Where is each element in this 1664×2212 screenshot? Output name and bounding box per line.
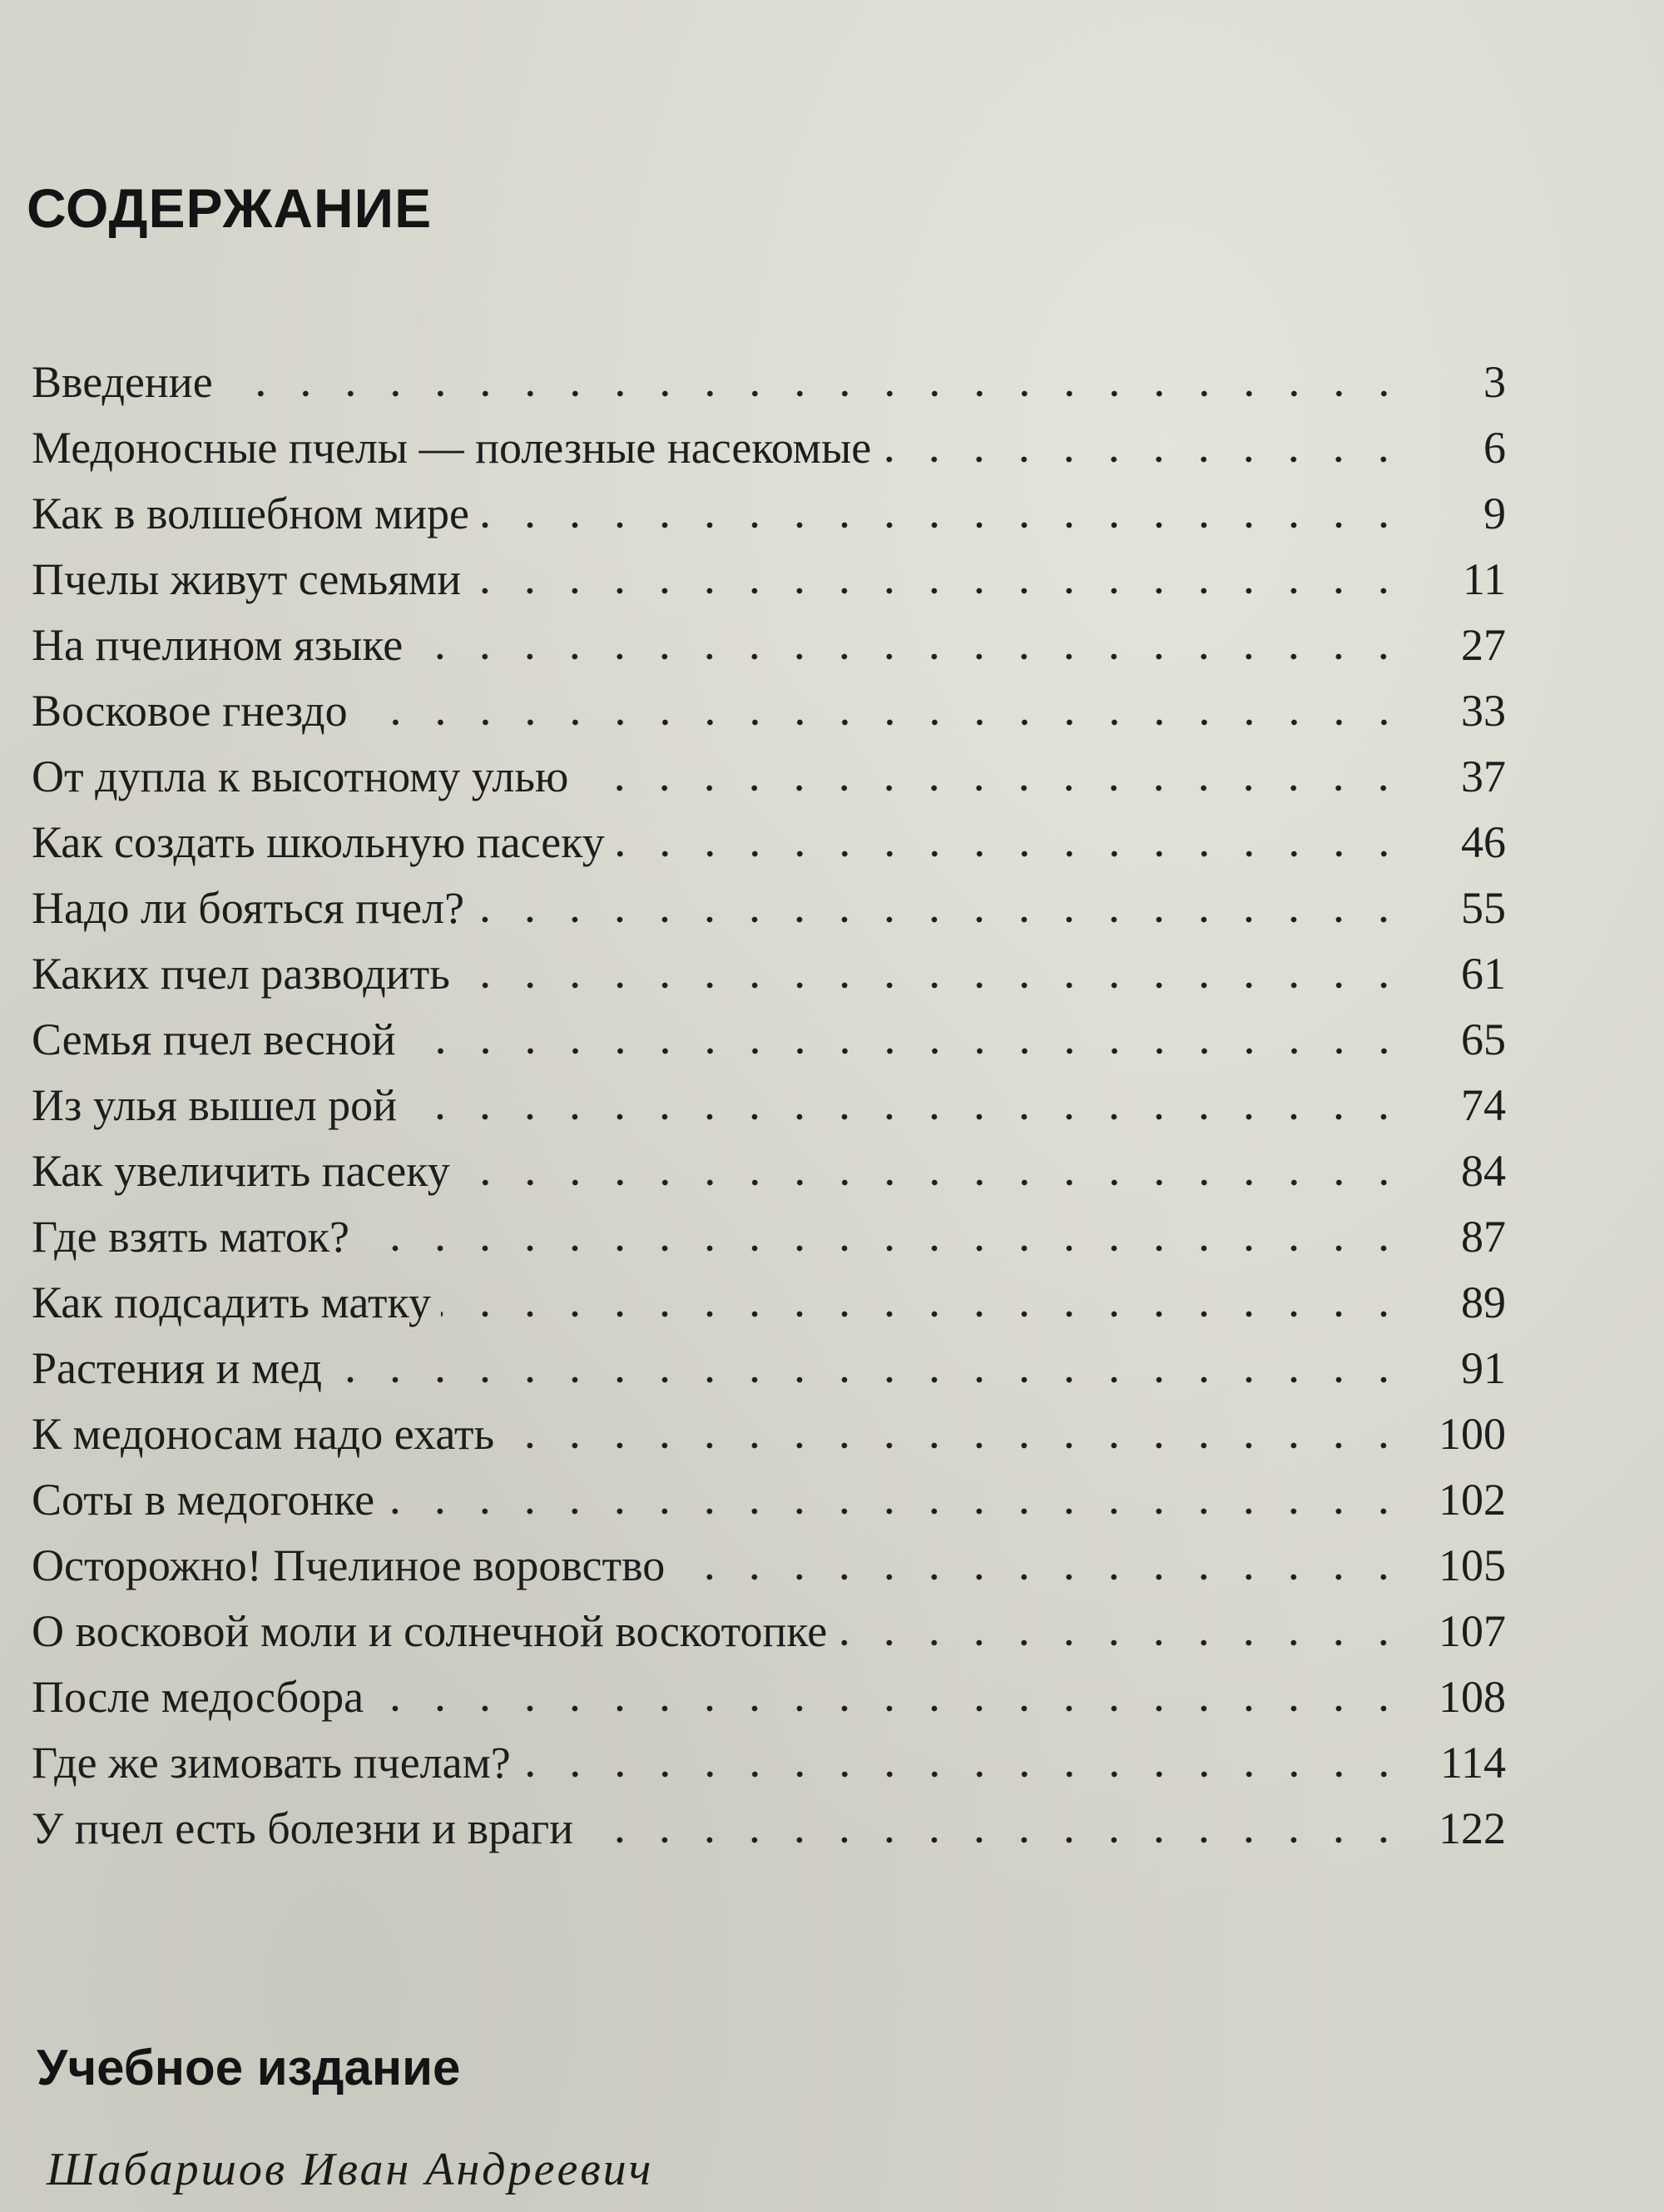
toc-entry-page: 27 (1461, 620, 1506, 670)
toc-entry-title: К медоносам надо ехать (32, 1409, 495, 1459)
dot-leader (471, 588, 1406, 594)
author-name: Шабаршов Иван Андреевич (47, 2144, 654, 2195)
toc-entry-page: 33 (1461, 686, 1506, 736)
toc-entry-page: 74 (1461, 1080, 1506, 1130)
toc-entry (32, 810, 1506, 875)
toc-entry-title: Осторожно! Пчелиное воровство (32, 1540, 666, 1590)
dot-leader (374, 1705, 1406, 1712)
dot-leader (407, 1113, 1406, 1120)
toc-entry-title: Семья пчел весной (32, 1014, 396, 1064)
dot-leader (460, 982, 1406, 989)
toc-entry-title: Где же зимовать пчелам? (32, 1738, 511, 1788)
toc-entry-title: Как в волшебном мире (32, 489, 469, 538)
dot-leader (332, 1376, 1406, 1383)
toc-entry-title: После медосбора (32, 1672, 364, 1722)
dot-leader (504, 1442, 1406, 1449)
toc-entry-page: 87 (1461, 1212, 1506, 1262)
toc-entry-title: У пчел есть болезни и враги (32, 1803, 574, 1853)
toc-entry (32, 1664, 1506, 1730)
toc-entry-title: Восковое гнездо (32, 686, 348, 736)
toc-entry-page: 61 (1461, 949, 1506, 999)
toc-entry-title: Как подсадить матку (32, 1277, 431, 1327)
dot-leader (583, 1837, 1406, 1843)
toc-entry-page: 108 (1439, 1672, 1506, 1722)
toc-entry-title: Растения и мед (32, 1343, 322, 1393)
toc-entry-title: Как увеличить пасеку (32, 1146, 450, 1196)
toc-entry-title: От дупла к высотному улью (32, 751, 569, 801)
toc-entry-page: 9 (1483, 489, 1506, 538)
toc-entry (32, 481, 1506, 547)
toc-entry-title: Как создать школьную пасеку (32, 817, 605, 867)
dot-leader (441, 1311, 1406, 1317)
dot-leader (460, 1179, 1406, 1186)
toc-entry-page: 84 (1461, 1146, 1506, 1196)
toc-entry (32, 1007, 1506, 1073)
toc-entry (32, 941, 1506, 1007)
toc-entry-title: Введение (32, 357, 213, 407)
toc-entry-page: 102 (1439, 1475, 1506, 1525)
toc-entry (32, 678, 1506, 744)
table-of-contents (32, 350, 1506, 1862)
toc-entry-page: 3 (1483, 357, 1506, 407)
dot-leader (881, 456, 1406, 463)
toc-entry-page: 89 (1461, 1277, 1506, 1327)
toc-entry-title: Пчелы живут семьями (32, 554, 462, 604)
toc-entry (32, 1730, 1506, 1796)
toc-entry (32, 1533, 1506, 1599)
toc-entry (32, 1467, 1506, 1533)
toc-entry (32, 1336, 1506, 1401)
toc-entry-title: Соты в медогонке (32, 1475, 375, 1525)
toc-entry (32, 1204, 1506, 1270)
toc-entry (32, 1073, 1506, 1138)
dot-leader (474, 916, 1406, 923)
toc-entry-page: 55 (1461, 883, 1506, 933)
dot-leader (675, 1574, 1406, 1580)
toc-entry (32, 350, 1506, 415)
toc-entry (32, 1270, 1506, 1336)
toc-entry-page: 100 (1439, 1409, 1506, 1459)
toc-entry-page: 37 (1461, 751, 1506, 801)
toc-entry-page: 6 (1483, 423, 1506, 473)
toc-entry-title: Медоносные пчелы — полезные насекомые (32, 423, 872, 473)
dot-leader (359, 1245, 1406, 1252)
toc-entry (32, 875, 1506, 941)
dot-leader (479, 522, 1406, 528)
toc-entry (32, 613, 1506, 678)
toc-entry (32, 415, 1506, 481)
toc-entry-title: Каких пчел разводить (32, 949, 450, 999)
toc-entry-title: Где взять маток? (32, 1212, 349, 1262)
dot-leader (615, 851, 1406, 857)
toc-entry-page: 46 (1461, 817, 1506, 867)
dot-leader (837, 1639, 1406, 1646)
toc-entry-page: 105 (1439, 1540, 1506, 1590)
toc-entry-page: 11 (1463, 554, 1506, 604)
toc-entry-page: 114 (1440, 1738, 1506, 1788)
toc-entry-title: На пчелином языке (32, 620, 404, 670)
toc-entry-page: 91 (1461, 1343, 1506, 1393)
edition-label: Учебное издание (37, 2040, 461, 2095)
dot-leader (578, 785, 1406, 791)
toc-entry (32, 1401, 1506, 1467)
toc-entry-page: 122 (1439, 1803, 1506, 1853)
toc-entry-page: 65 (1461, 1014, 1506, 1064)
dot-leader (413, 653, 1406, 660)
dot-leader (406, 1048, 1406, 1054)
toc-entry (32, 744, 1506, 810)
dot-leader (521, 1771, 1406, 1778)
toc-entry (32, 1138, 1506, 1204)
toc-entry (32, 1599, 1506, 1664)
toc-entry (32, 547, 1506, 613)
toc-entry-title: Надо ли бояться пчел? (32, 883, 465, 933)
dot-leader (223, 390, 1406, 397)
dot-leader (358, 719, 1406, 726)
toc-entry-page: 107 (1439, 1606, 1506, 1656)
dot-leader (384, 1508, 1406, 1515)
toc-entry-title: О восковой моли и солнечной воскотопке (32, 1606, 828, 1656)
toc-heading: СОДЕРЖАНИЕ (27, 177, 433, 239)
toc-entry-title: Из улья вышел рой (32, 1080, 398, 1130)
toc-entry (32, 1796, 1506, 1862)
